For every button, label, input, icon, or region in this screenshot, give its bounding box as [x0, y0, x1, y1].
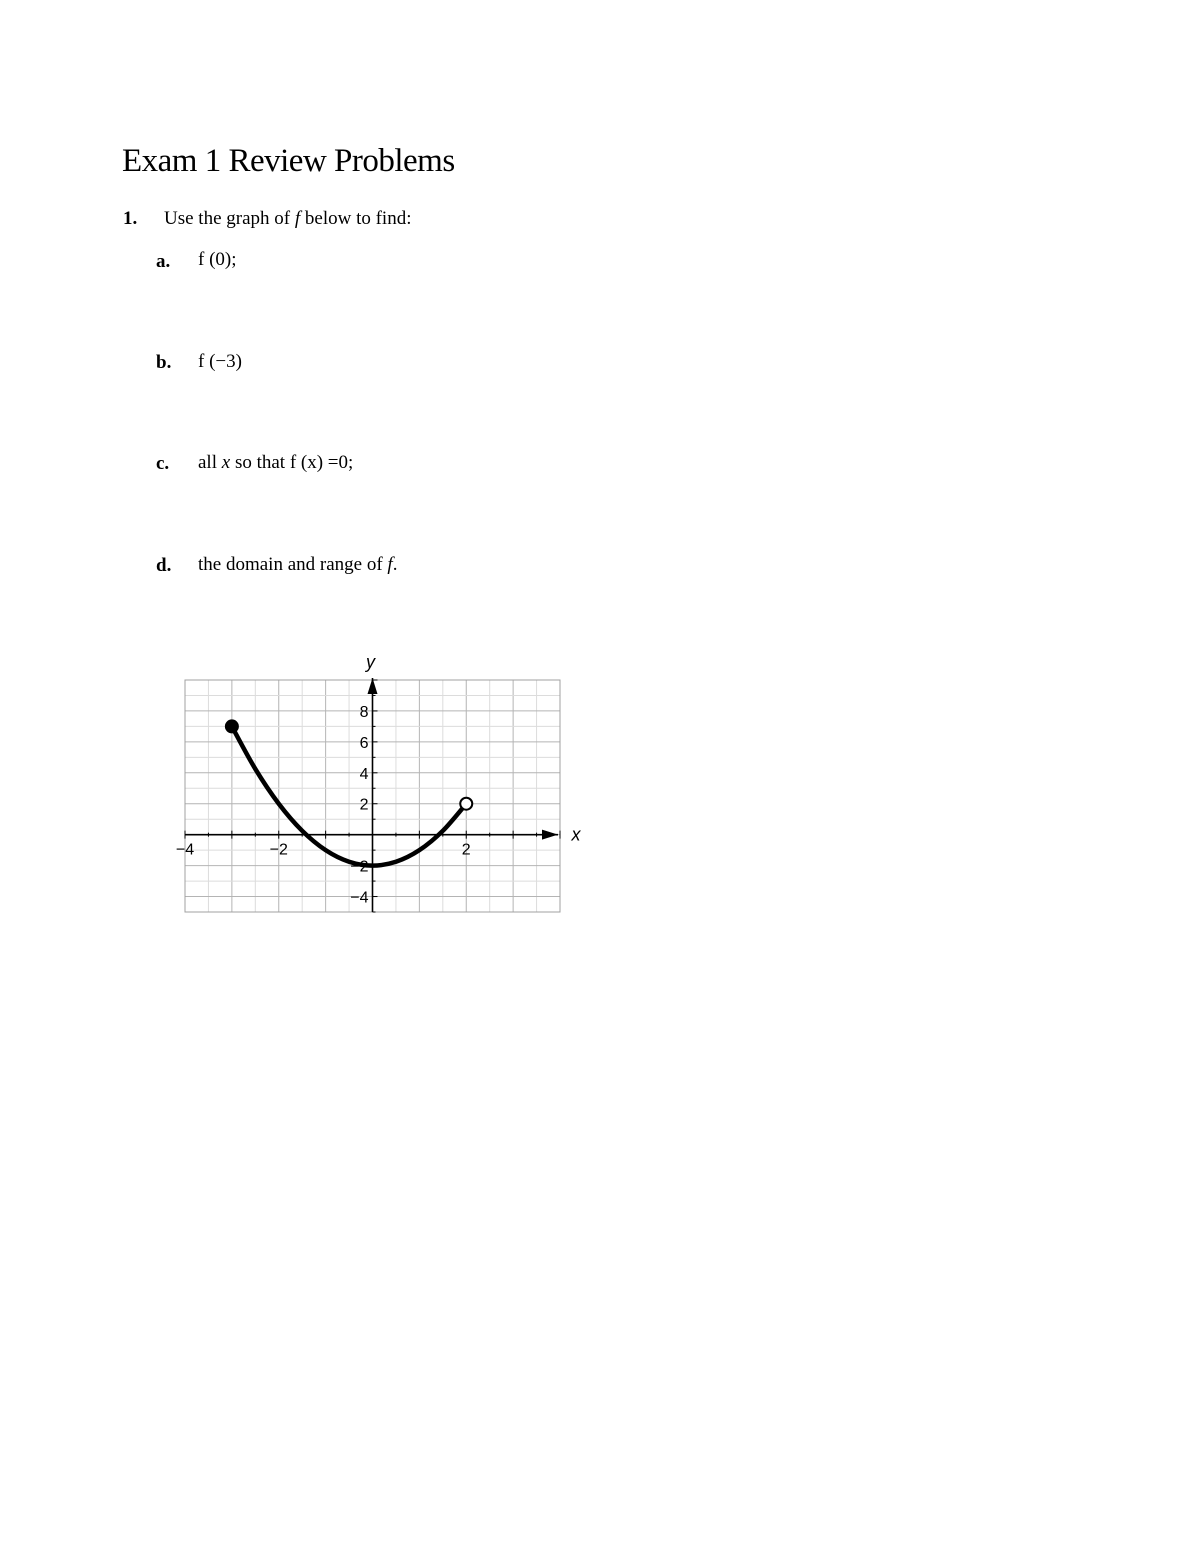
problem-prompt	[164, 209, 412, 228]
y-tick-label: −2	[350, 858, 369, 876]
part-a-text: f (0);	[198, 249, 237, 270]
y-tick-label: 4	[359, 765, 369, 783]
part-c-label: c.	[156, 453, 170, 474]
y-tick-label: 6	[359, 734, 369, 752]
problem-number: 1.	[123, 208, 138, 229]
part-c-func: f (x) =0;	[289, 452, 354, 473]
part-d-text-pre: the domain and range of	[198, 554, 388, 575]
open-endpoint	[460, 798, 472, 810]
x-axis-label: x	[571, 824, 581, 845]
prompt-text-pre: Use the graph of	[164, 208, 295, 229]
y-tick-label: 8	[359, 703, 369, 721]
y-tick-label: −4	[350, 889, 369, 907]
part-c-text-mid: so that	[230, 452, 290, 473]
part-c-text	[198, 453, 353, 472]
part-d-text-post: .	[392, 554, 398, 575]
prompt-text-post: below to find:	[300, 208, 412, 229]
part-b-text: f (−3)	[198, 351, 242, 372]
part-c-text-pre: all	[198, 452, 222, 473]
function-graph	[160, 648, 600, 933]
closed-endpoint	[226, 720, 238, 732]
part-b-label: b.	[156, 352, 172, 373]
x-tick-label: 2	[461, 841, 471, 859]
part-d-text	[198, 555, 397, 574]
x-tick-label: −4	[175, 841, 195, 859]
part-d-var: f	[387, 554, 393, 575]
y-tick-label: 2	[359, 796, 369, 814]
part-c-var: x	[221, 452, 231, 473]
graph-svg	[160, 648, 600, 928]
part-d-label: d.	[156, 555, 172, 576]
x-axis-arrow	[542, 830, 558, 840]
prompt-var: f	[294, 208, 301, 229]
page-title: Exam 1 Review Problems	[122, 143, 455, 179]
y-axis-label: y	[366, 652, 375, 672]
x-tick-label: −2	[269, 841, 288, 859]
part-a-label: a.	[156, 251, 171, 272]
